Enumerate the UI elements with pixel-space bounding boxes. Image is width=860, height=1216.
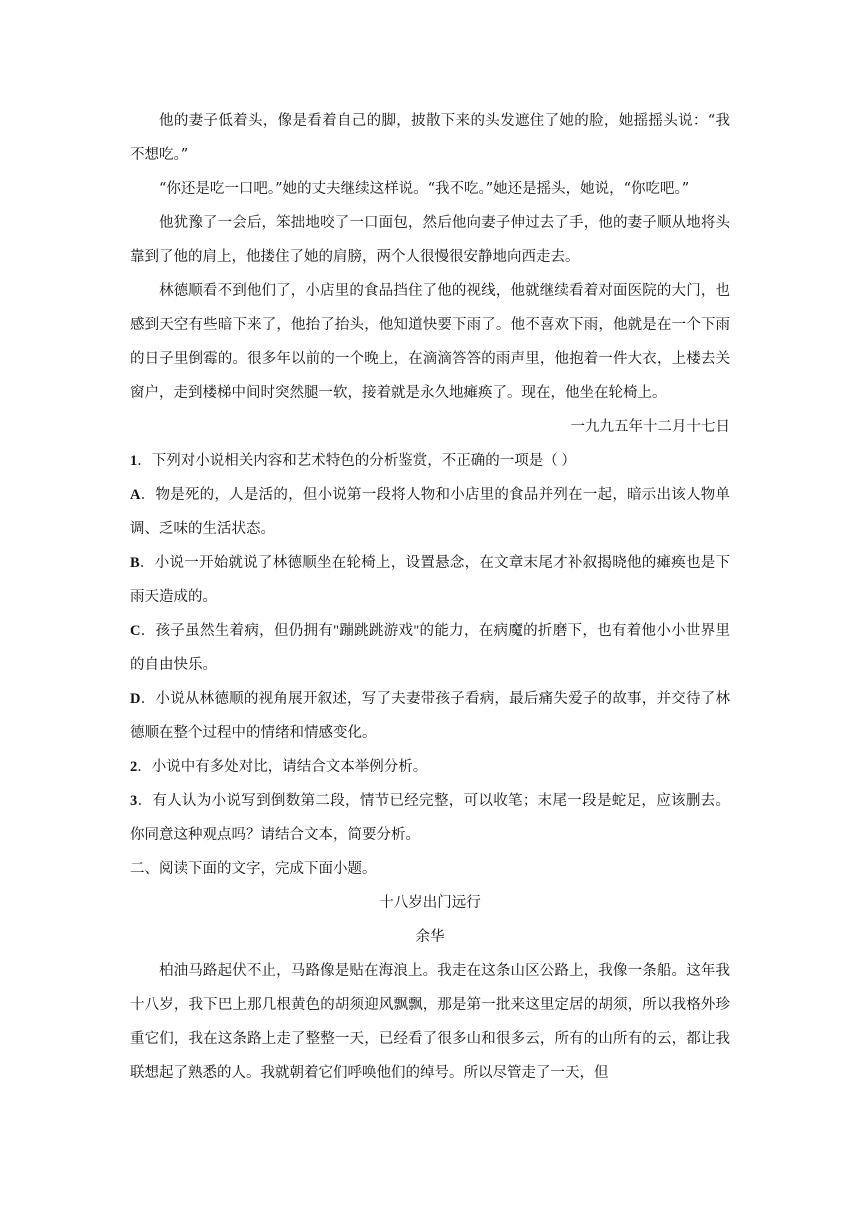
story-paragraph: 他的妻子低着头，像是看着自己的脚，披散下来的头发遮住了她的脸，她摇摇头说：“我不想吃。” [130,113,730,163]
story-author: 余华 [415,929,445,945]
option-text: ．小说一开始就说了林德顺坐在轮椅上，设置悬念，在文章末尾才补叙揭晓他的瘫痪也是下雨天造成的。 [130,555,730,605]
option-label: A [130,487,141,503]
story-paragraph: 林德顺看不到他们了，小店里的食品挡住了他的视线，他就继续看着对面医院的大门，也感到天空有些暗下来了，他抬了抬头，他知道快要下雨了。他不喜欢下雨，他就是在一个下雨的日子里倒霉的。很多年以前的一个晚上，在滴滴答答的雨声里，他抱着一件大衣，上楼去关窗户，走到楼梯中间时突然腿一软，接着就是永久地瘫痪了。现在，他坐在轮椅上。 [130,283,730,401]
option-text: ．孩子虽然生着病，但仍拥有"蹦跳跳游戏"的能力，在病魔的折磨下，也有着他小小世界里的自由快乐。 [130,623,730,673]
question-3 [130,784,730,852]
story-paragraph: 他犹豫了一会后，笨拙地咬了一口面包，然后他向妻子伸过去了手，他的妻子顺从地将头靠到了他的肩上，他搂住了她的肩膀，两个人很慢很安静地向西走去。 [130,215,730,265]
question-number: 3 [130,793,138,809]
option-label: B [130,555,140,571]
story-paragraph: 柏油马路起伏不止，马路像是贴在海浪上。我走在这条山区公路上，我像一条船。这年我十八岁，我下巴上那几根黄色的胡须迎风飘飘，那是第一批来这里定居的胡须，所以我格外珍重它们，我在这条路上走了整整一天，已经看了很多山和很多云，所有的山所有的云，都让我联想起了熟悉的人。我就朝着它们呼唤他们的绰号。所以尽管走了一天，但 [130,963,730,1081]
document-page [130,104,730,1090]
section-heading: 二、阅读下面的文字，完成下面小题。 [130,861,377,877]
story-paragraph: “你还是吃一口吧。”她的丈夫继续这样说。“我不吃。”她还是摇头，她说，“你吃吧。” [159,181,690,197]
question-1 [130,444,730,478]
question-number: 1 [130,453,138,469]
option-text: ．物是死的，人是活的，但小说第一段将人物和小店里的食品并列在一起，暗示出该人物单调、乏味的生活状态。 [130,487,730,537]
question-number: 2 [130,759,138,775]
story-title: 十八岁出门远行 [379,895,481,911]
question-text: ．小说中有多处对比，请结合文本举例分析。 [137,759,428,775]
option-a [130,478,730,546]
option-label: C [130,623,141,639]
question-text: ．有人认为小说写到倒数第二段，情节已经完整，可以收笔；末尾一段是蛇足，应该删去。你同意这种观点吗？请结合文本，简要分析。 [130,793,730,843]
date-line: 一九九五年十二月十七日 [570,419,730,435]
question-2 [130,750,730,784]
question-text: ．下列对小说相关内容和艺术特色的分析鉴赏，不正确的一项是（ ） [137,453,576,469]
option-label: D [130,691,141,707]
option-b [130,546,730,614]
option-c [130,614,730,682]
option-d [130,682,730,750]
option-text: ．小说从林德顺的视角展开叙述，写了夫妻带孩子看病，最后痛失爱子的故事，并交待了林德顺在整个过程中的情绪和情感变化。 [130,691,730,741]
